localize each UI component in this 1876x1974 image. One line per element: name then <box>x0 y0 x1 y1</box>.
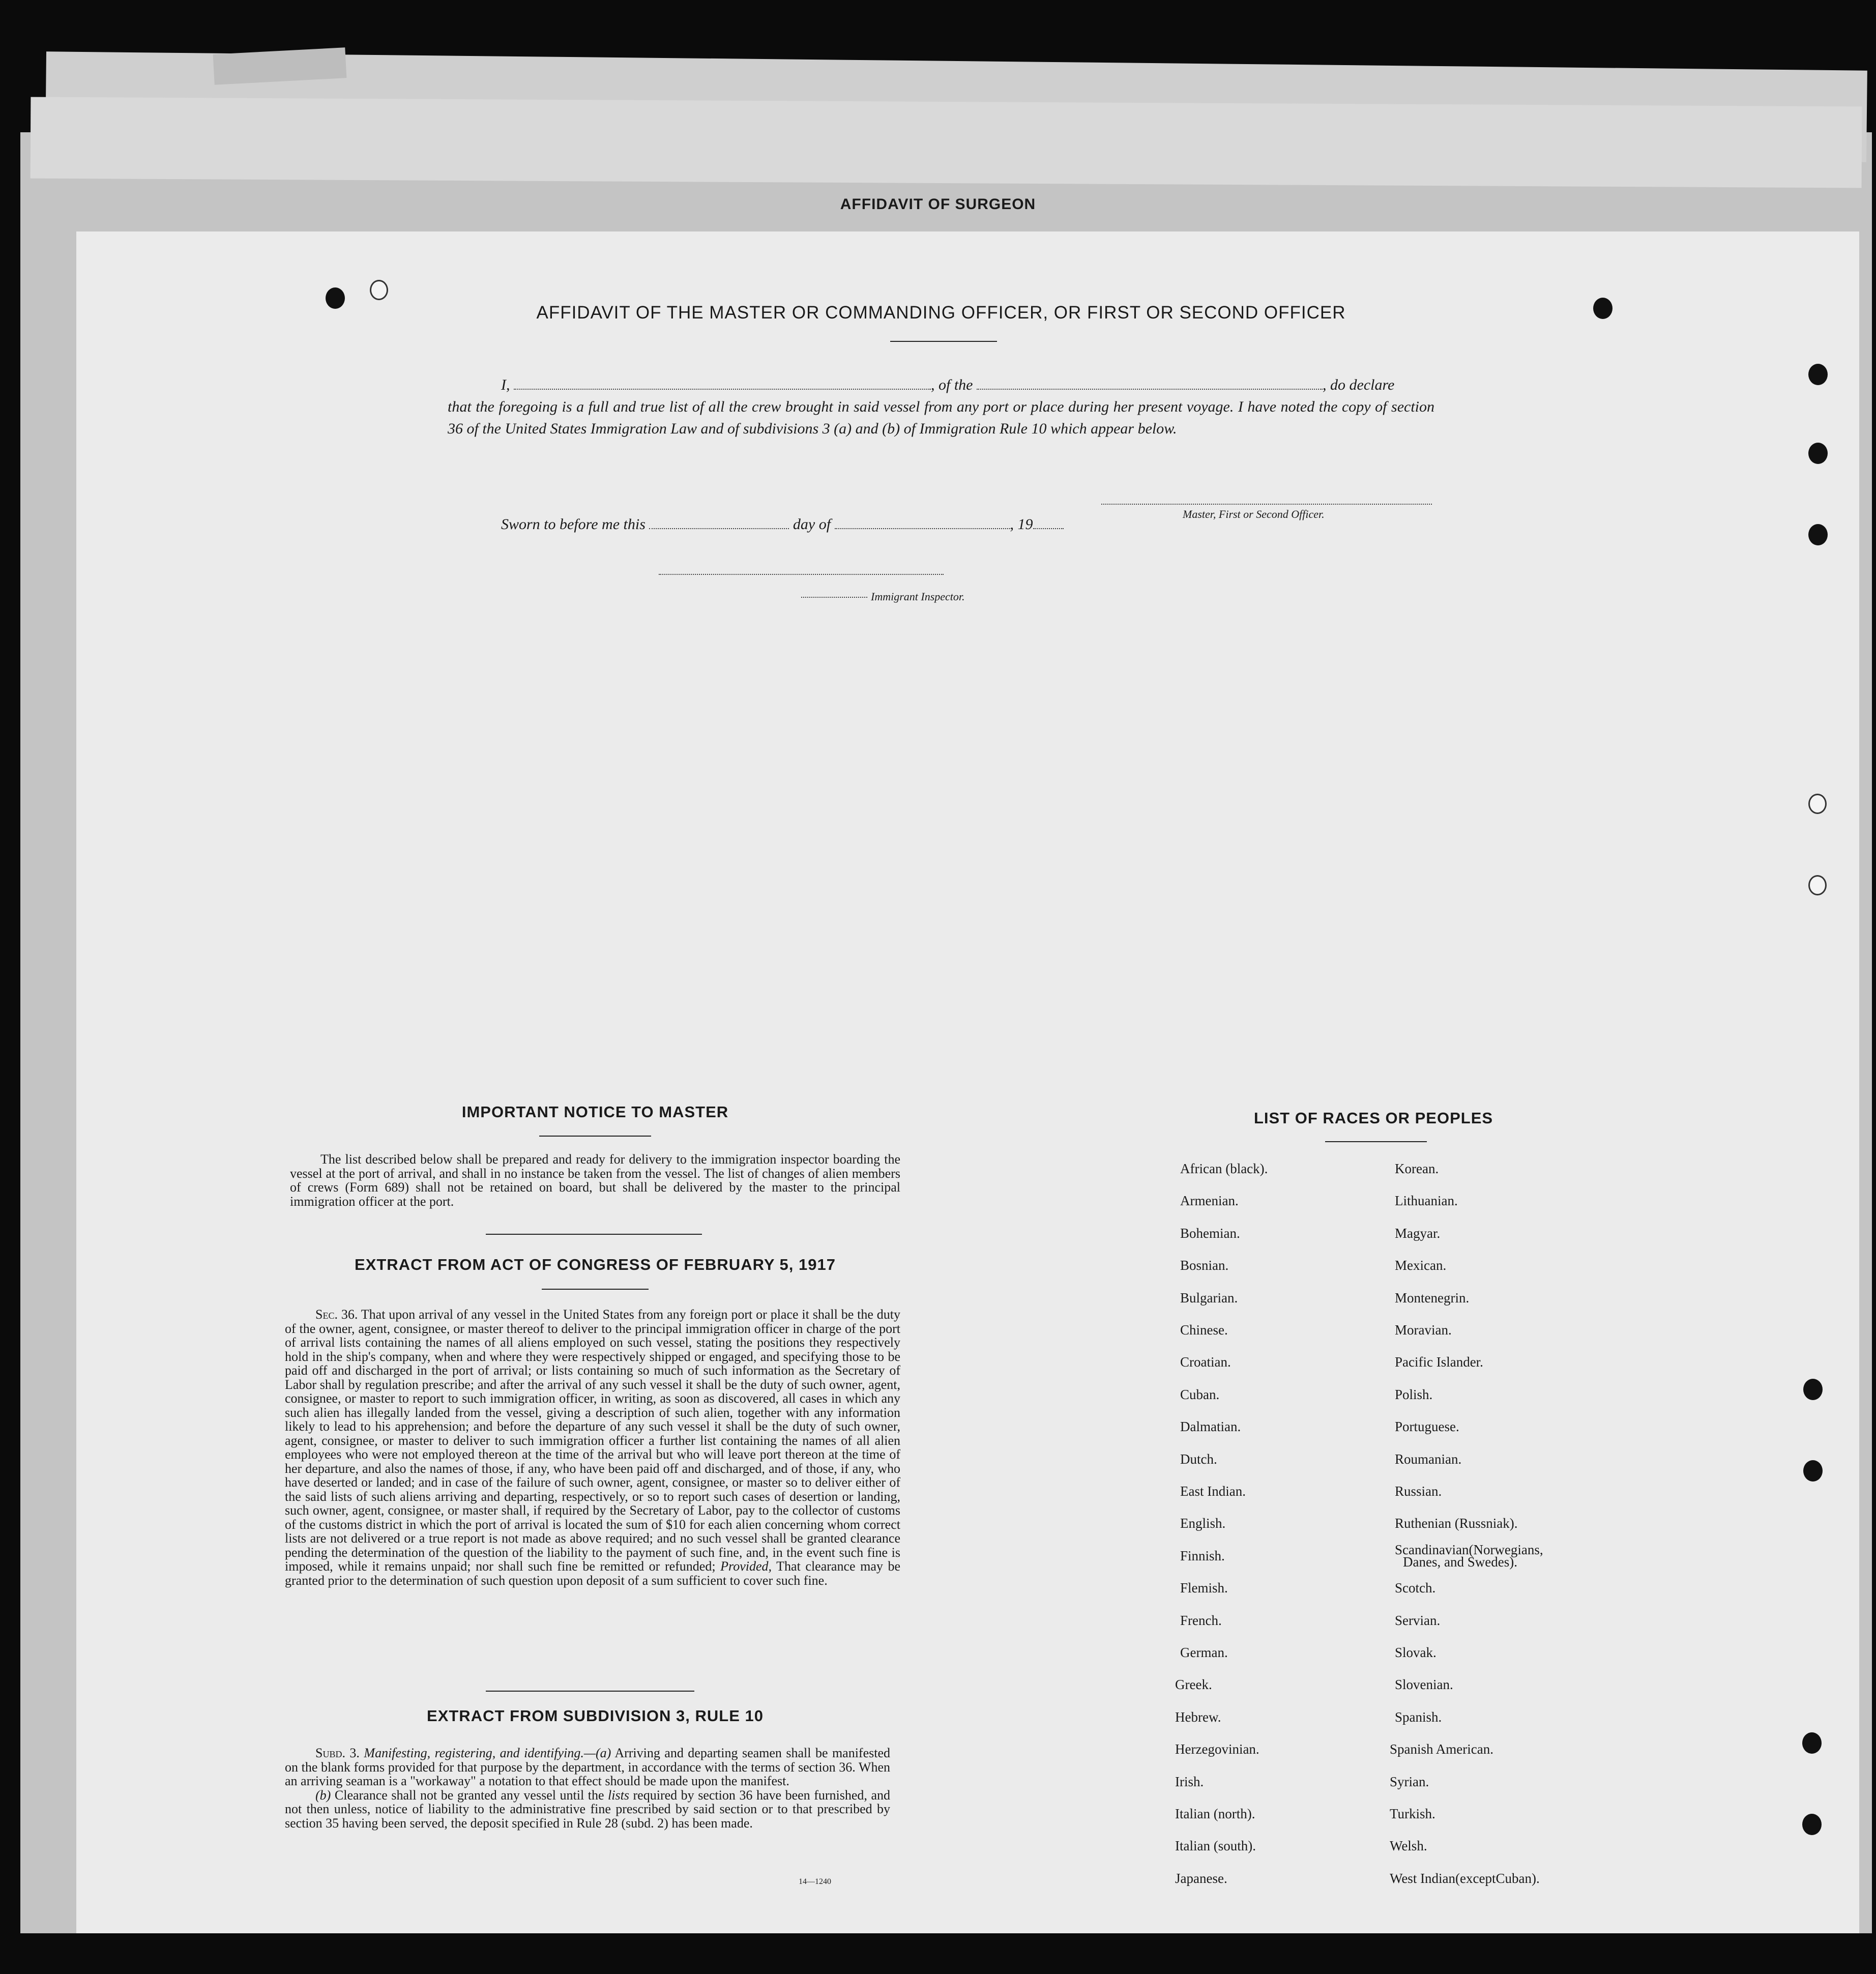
section-divider <box>486 1691 694 1692</box>
race-item-left: Hebrew. <box>1175 1709 1221 1725</box>
race-item-right: Mexican. <box>1395 1258 1447 1273</box>
declaration-paragraph <box>448 374 1434 440</box>
race-item-left: Bulgarian. <box>1180 1290 1238 1305</box>
sworn-line <box>501 515 1064 533</box>
race-item-left: Bosnian. <box>1180 1258 1229 1273</box>
form-number: 14—1240 <box>799 1877 831 1886</box>
sec-label: Sec. 36. <box>315 1307 358 1322</box>
sec-36-text: That upon arrival of any vessel in the United States from any foreign port or place it shall be the duty of the owner, agent, consignee, or master thereof to deliver to the principal immigration officer in charge of the port of arrival lists containing the names of all aliens employed on such vessel, stating the positions they respectively hold in the ship's company, when and where they were respectively shipped or engaged, and specifying those to be paid off and discharged in the port of arrival; or lists containing so much of such information as the Secretary of Labor shall by regulation prescribe; and after the arrival of any such vessel it shall be the duty of such owner, agent, consignee, or master to report to such immigration officer, in writing, as soon as discovered, all cases in which any such alien has illegally landed from the vessel, giving a description of such alien, together with any information likely to lead to his apprehension; and before the departure of any such vessel it shall be the duty of such owner, agent, consignee, or master to deliver to such immigration officer a further list containing the names of all alien employees who were not employed thereon at the time of the arrival but who will leave port thereon at the time of her departure, and also the names of those, if any, who have been paid off and discharged, and of those, if any, who have deserted or landed; and in case of the failure of such owner, agent, consignee, or master so to deliver either of the said lists of such aliens arriving and departing, respectively, or so to report such cases of desertion or landing, such owner, agent, consignee, or master shall, if required by the Secretary of Labor, pay to the collector of customs of the customs district in which the port of arrival is located the sum of $10 for each alien concerning whom correct lists are not delivered or a true report is not made as above required; and no such vessel shall be granted clearance pending the determination of the question of the liability to the payment of such fine, and, in the event such fine is imposed, while it remains unpaid; nor shall such fine be remitted or refunded; <box>285 1307 901 1574</box>
race-item-left: Croatian. <box>1180 1354 1231 1370</box>
race-item-right: Turkish. <box>1390 1806 1435 1821</box>
race-item-right: Servian. <box>1395 1612 1441 1628</box>
inspector-signature-line[interactable] <box>659 574 944 575</box>
subd-b-text-pre: Clearance shall not be granted any vessel until the <box>334 1787 604 1803</box>
race-item-right: Spanish American. <box>1390 1741 1493 1757</box>
races-heading: LIST OF RACES OR PEOPLES <box>1253 1109 1493 1127</box>
race-item-right: Montenegrin. <box>1395 1290 1470 1305</box>
punch-hole <box>1808 794 1827 814</box>
race-item-left: Italian (south). <box>1175 1838 1256 1854</box>
race-item-left: Herzegovinian. <box>1175 1741 1259 1757</box>
punch-hole <box>326 287 345 309</box>
sworn-prefix: Sworn to before me this <box>501 516 646 533</box>
punch-hole <box>1593 298 1613 319</box>
race-item-left: Armenian. <box>1180 1193 1239 1209</box>
vessel-blank[interactable] <box>977 375 1323 390</box>
inspector-signature-line-2 <box>801 597 867 598</box>
race-item-left: Italian (north). <box>1175 1806 1255 1821</box>
race-item-left: Cuban. <box>1180 1386 1220 1402</box>
act-extract-heading: EXTRACT FROM ACT OF CONGRESS OF FEBRUARY 5, 1917 <box>355 1256 836 1273</box>
declaration-i: I, <box>501 376 510 393</box>
race-item-right-continuation: Danes, and Swedes). <box>1403 1554 1517 1570</box>
master-signature-line[interactable] <box>1101 504 1432 505</box>
race-item-right: Korean. <box>1395 1161 1439 1176</box>
race-item-right: Moravian. <box>1395 1322 1452 1338</box>
surgeon-affidavit-header: AFFIDAVIT OF SURGEON <box>840 196 1036 213</box>
race-item-left: Bohemian. <box>1180 1225 1240 1241</box>
background-sheet-middle <box>31 97 1862 188</box>
race-item-left: English. <box>1180 1516 1226 1531</box>
notice-underline <box>539 1136 651 1137</box>
race-item-right: West Indian(exceptCuban). <box>1390 1870 1540 1886</box>
race-item-right: Polish. <box>1395 1386 1433 1402</box>
subd-b-lists: lists <box>608 1787 629 1803</box>
act-extract-text <box>285 1308 900 1587</box>
race-item-left: Japanese. <box>1175 1870 1227 1886</box>
race-item-left: German. <box>1180 1645 1228 1660</box>
affidavit-title: AFFIDAVIT OF THE MASTER OR COMMANDING OFFICER, OR FIRST OR SECOND OFFICER <box>536 303 1346 323</box>
subd-b-text-post: required by section 36 have been furnished, and not then unless, notice of liability to the administrative fine prescribed by said section or to that prescribed by section 35 having been served, the deposit specified in Rule 28 (subd. 2) has been made. <box>285 1787 890 1831</box>
punch-hole <box>1808 524 1828 545</box>
rule-extract-text <box>285 1746 890 1830</box>
race-item-right: Scotch. <box>1395 1580 1436 1596</box>
subd-label: Subd. 3. <box>315 1746 360 1760</box>
race-item-right: Slovenian. <box>1395 1677 1453 1693</box>
punch-hole <box>1802 1814 1822 1835</box>
declaration-of-the: , of the <box>931 376 973 393</box>
notice-body: The list described below shall be prepared and ready for delivery to the immigration inspector boarding the vessel at the port of arrival, and shall in no instance be taken from the vessel. The list of changes of alien members of crews (Form 689) shall not be retained on board, but shall be delivered by the master to the principal immigration officer at the port. <box>290 1152 900 1209</box>
race-item-right: Scandinavian(Norwegians, <box>1395 1542 1543 1557</box>
race-item-right: Slovak. <box>1395 1645 1437 1660</box>
rule-extract-heading: EXTRACT FROM SUBDIVISION 3, RULE 10 <box>427 1707 764 1725</box>
sworn-day-blank[interactable] <box>649 515 789 529</box>
punch-hole <box>1808 364 1828 385</box>
race-item-right: Portuguese. <box>1395 1419 1459 1435</box>
race-item-right: Syrian. <box>1390 1774 1429 1789</box>
declaration-text: that the foregoing is a full and true list of all the crew brought in said vessel from any port or place during her present voyage. I have noted the copy of section 36 of the United States Immigration Law and of subdivisions 3 (a) and (b) of Immigration Rule 10 which appear below. <box>448 398 1434 437</box>
race-item-right: Welsh. <box>1390 1838 1427 1854</box>
race-item-right: Lithuanian. <box>1395 1193 1458 1209</box>
race-item-left: Dalmatian. <box>1180 1419 1241 1435</box>
name-blank[interactable] <box>514 375 931 390</box>
inspector-caption: Immigrant Inspector. <box>871 590 965 603</box>
section-divider <box>486 1234 702 1235</box>
punch-hole <box>370 280 388 300</box>
race-item-right: Roumanian. <box>1395 1451 1462 1467</box>
race-item-right: Ruthenian (Russniak). <box>1395 1516 1518 1531</box>
subd-b-label: (b) <box>315 1787 331 1803</box>
punch-hole <box>1803 1460 1823 1482</box>
subd-a-text: Arriving and departing seamen shall be manifested on the blank forms provided for that purpose by the department, in accordance with the terms of section 36. When an arriving seaman is a "workaway" a notation to that effect should be made upon the manifest. <box>285 1746 891 1788</box>
race-item-right: Spanish. <box>1395 1709 1442 1725</box>
sworn-month-blank[interactable] <box>835 515 1010 529</box>
race-item-left: East Indian. <box>1180 1484 1246 1499</box>
race-item-right: Pacific Islander. <box>1395 1354 1483 1370</box>
subd-title: Manifesting, registering, and identifying.—(a) <box>364 1746 611 1760</box>
declaration-do-declare: , do declare <box>1323 376 1395 393</box>
sworn-year: , 19 <box>1010 516 1033 533</box>
notice-heading: IMPORTANT NOTICE TO MASTER <box>461 1103 729 1121</box>
race-item-right: Russian. <box>1395 1484 1442 1499</box>
punch-hole <box>1803 1379 1823 1400</box>
master-caption: Master, First or Second Officer. <box>1183 508 1325 520</box>
act-underline <box>542 1289 649 1290</box>
races-underline <box>1325 1141 1427 1142</box>
race-item-right: Magyar. <box>1395 1225 1441 1241</box>
race-item-left: Flemish. <box>1180 1580 1228 1596</box>
race-item-left: Dutch. <box>1180 1451 1217 1467</box>
race-item-left: Irish. <box>1175 1774 1204 1789</box>
race-item-left: Chinese. <box>1180 1322 1228 1338</box>
title-underline <box>890 341 997 342</box>
race-item-left: Greek. <box>1175 1677 1212 1693</box>
punch-hole <box>1808 875 1827 895</box>
punch-hole <box>1802 1732 1822 1754</box>
race-item-left: French. <box>1180 1612 1222 1628</box>
sworn-day-of: day of <box>793 516 831 533</box>
provided-text: That clearance may be granted prior to the determination of such question upon deposit of a sum sufficient to cover such fine. <box>285 1559 901 1588</box>
race-item-left: Finnish. <box>1180 1548 1225 1563</box>
form-page <box>76 231 1859 1933</box>
race-item-left: African (black). <box>1180 1161 1268 1176</box>
punch-hole <box>1808 443 1828 464</box>
notice-text <box>290 1152 900 1208</box>
provided-label: Provided, <box>720 1559 772 1574</box>
sworn-year-blank[interactable] <box>1033 515 1064 529</box>
